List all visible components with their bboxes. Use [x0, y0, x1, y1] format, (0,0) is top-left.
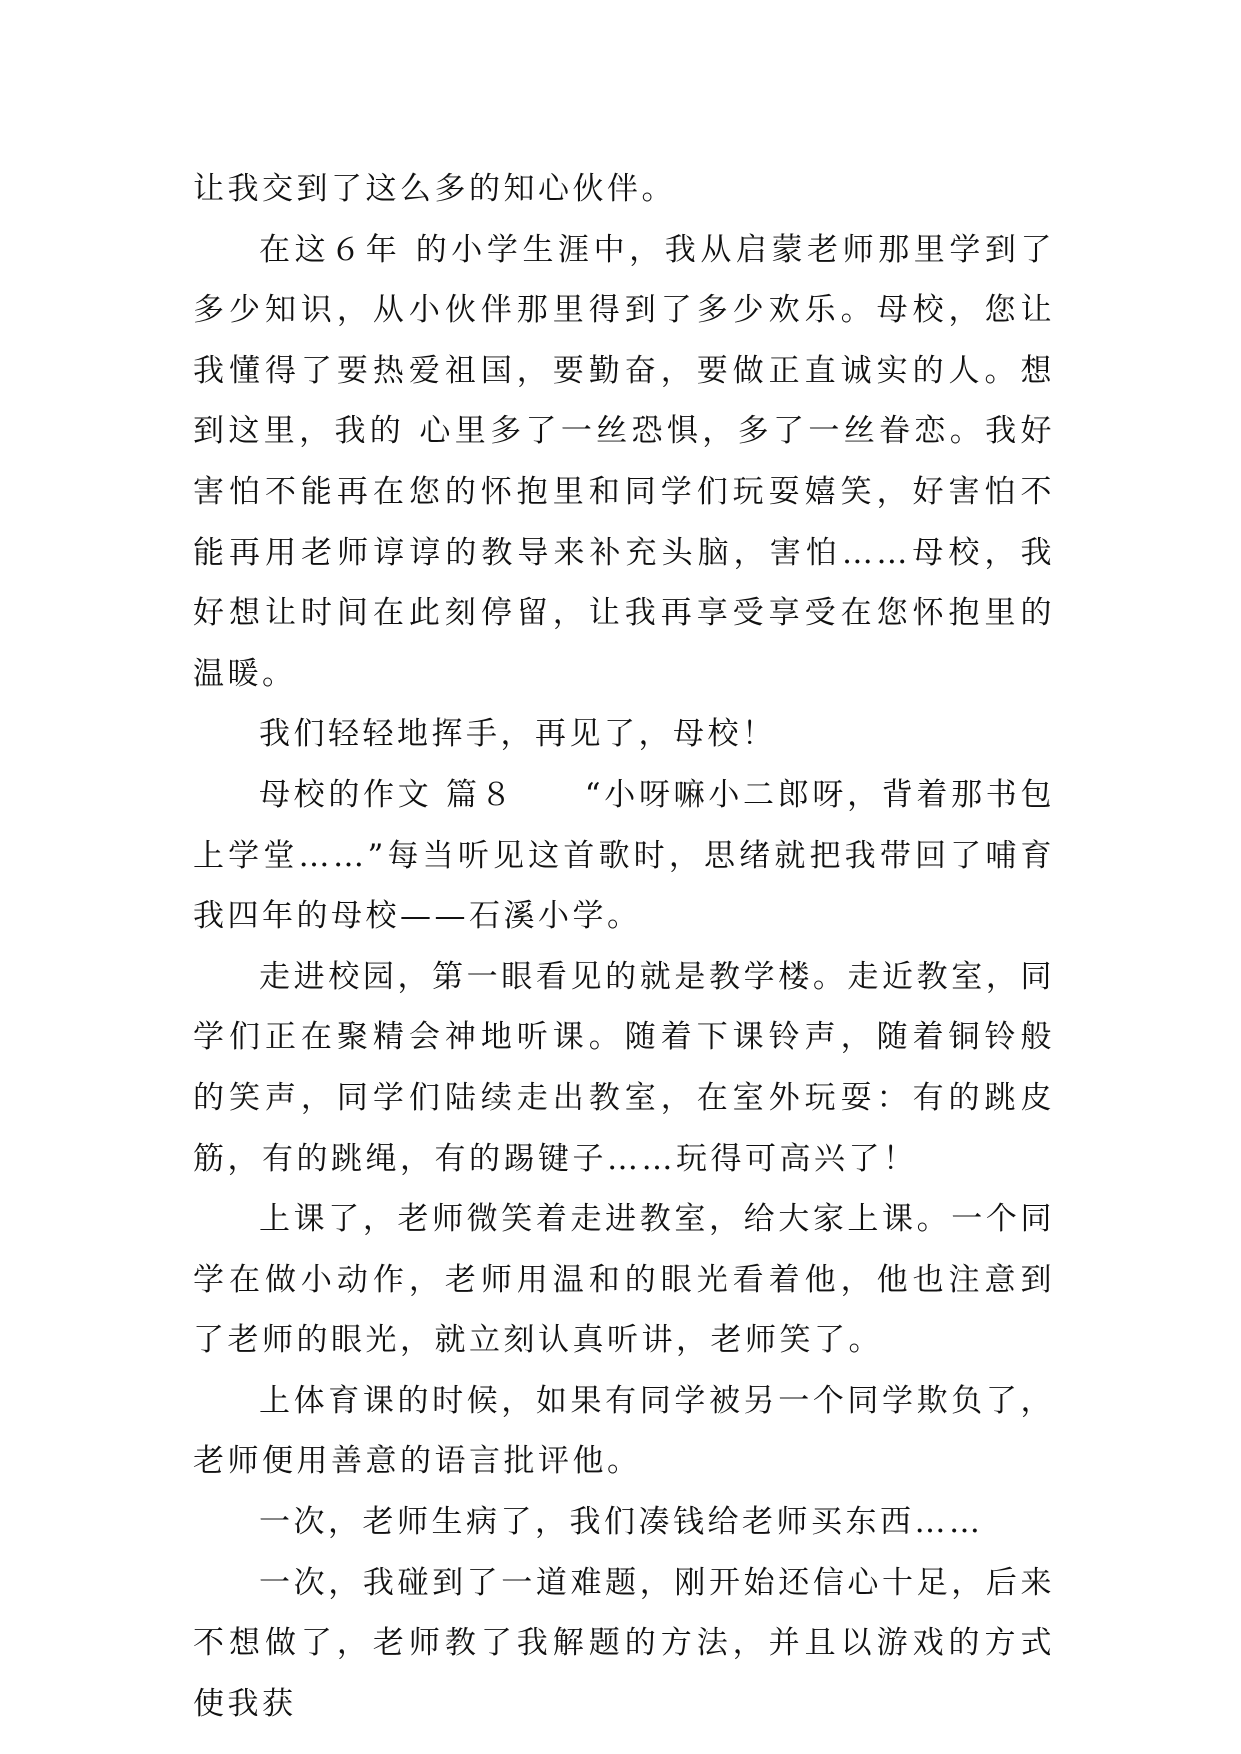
paragraph-farewell: 我们轻轻地挥手，再见了，母校！ [259, 716, 777, 753]
paragraph-teacher-sick: 一次，老师生病了，我们凑钱给老师买东西…… [259, 1504, 984, 1541]
paragraph-continuation: 让我交到了这么多的知心伙伴。 [193, 171, 676, 207]
paragraph-essay-8-intro: 母校的作文 篇８ “小呀嘛小二郎呀，背着那书包上学堂……”每当听见这首歌时，思绪就把我带回了哺育我四年的母校——石溪小学。 [193, 776, 1055, 935]
paragraph-pe-class: 上体育课的时候，如果有同学被另一个同学欺负了，老师便用善意的语言批评他。 [193, 1382, 1055, 1480]
paragraph-difficult-problem: 一次，我碰到了一道难题，刚开始还信心十足，后来不想做了，老师教了我解题的方法，并且以游戏的方式使我获 [193, 1564, 1055, 1722]
paragraph-class: 上课了，老师微笑着走进教室，给大家上课。一个同学在做小动作，老师用温和的眼光看着他，他也注意到了老师的眼光，就立刻认真听讲，老师笑了。 [193, 1201, 1055, 1359]
paragraph-school-years: 在这６年 的小学生涯中，我从启蒙老师那里学到了多少知识，从小伙伴那里得到了多少欢乐。母校，您让我懂得了要热爱祖国，要勤奋，要做正直诚实的人。想到这里，我的 心里多了一丝恐惧，多了一丝眷恋。我好害怕不能再在您的怀抱里和同学们玩耍嬉笑，好害怕不能再用老师谆谆的教导来补充头脑，害怕……母校，我好想让时间在此刻停留，让我再享受享受在您怀抱里的温暖。 [193, 231, 1055, 692]
paragraph-campus: 走进校园，第一眼看见的就是教学楼。走近教室，同学们正在聚精会神地听课。随着下课铃声，随着铜铃般的笑声，同学们陆续走出教室，在室外玩耍：有的跳皮筋，有的跳绳，有的踢键子……玩得可高兴了！ [193, 958, 1055, 1177]
essay-body [193, 159, 1055, 1734]
